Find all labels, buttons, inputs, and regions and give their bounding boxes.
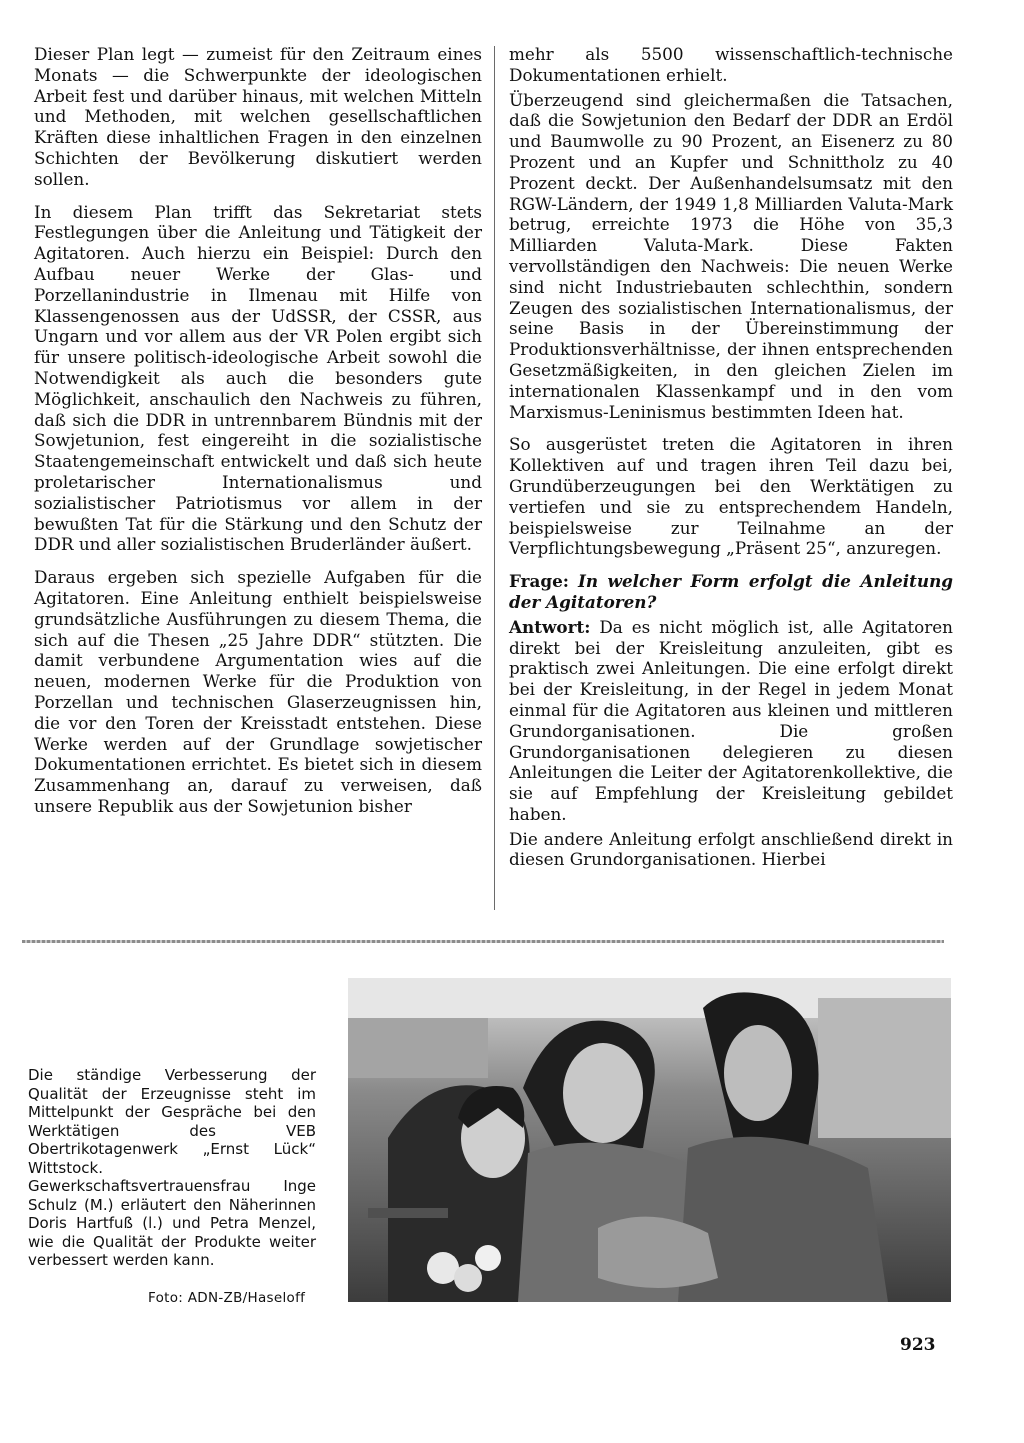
- answer-text: Da es nicht möglich ist, alle Agitatoren direkt bei der Kreisleitung anzuleiten, gibt es praktisch zwei Anleitungen. Die eine erfolgt direkt bei der Kreisleitung, in der Regel in jedem Monat einmal für die Agitatoren aus kleinen und mittleren Grundorganisationen. Die großen Grundorganisationen delegieren zu diesen Anleitungen die Leiter der Agitatorenkollektive, die sie auf Empfehlung der Kreisleitung gebildet haben.: [509, 616, 953, 824]
- news-photo: [348, 978, 951, 1302]
- interview-answer: [509, 617, 953, 825]
- interview-question: [509, 571, 953, 613]
- column-divider: [494, 46, 495, 910]
- paragraph: mehr als 5500 wissenschaftlich-technische Dokumentationen erhielt.: [509, 44, 953, 85]
- paragraph: So ausgerüstet treten die Agitatoren in ihren Kollektiven auf und tragen ihren Teil dazu bei, Grundüberzeugungen bei den Werktätigen zu vertiefen und sie zu entsprechendem Handeln, beispielsweise zur Teilnahme an der Verpflichtungsbewegung „Präsent 25“, anzuregen.: [509, 434, 953, 559]
- photo-credit: Foto: ADN-ZB/Haseloff: [148, 1290, 306, 1306]
- paragraph: Überzeugend sind gleichermaßen die Tatsachen, daß die Sowjetunion den Bedarf der DDR an Erdöl und Baumwolle zu 90 Prozent, an Eisenerz zu 80 Prozent und an Kupfer und Schnittholz zu 40 Prozent deckt. Der Außenhandelsumsatz mit den RGW-Ländern, der 1949 1,8 Milliarden Valuta-Mark betrug, erreichte 1973 die Höhe von 35,3 Milliarden Valuta-Mark. Diese Fakten vervollständigen den Nachweis: Die neuen Werke sind nicht Industriebauten schlechthin, sondern Zeugen des sozialistischen Internationalismus, der seine Basis in der Übereinstimmung der Produktionsverhältnisse, der ihnen entsprechenden Gesetzmäßigkeiten, in den gleichen Zielen im internationalen Klassenkampf und in den vom Marxismus-Leninismus bestimmten Ideen hat.: [509, 89, 953, 422]
- paragraph: In diesem Plan trifft das Sekretariat stets Festlegungen über die Anleitung und Tätigkeit der Agitatoren. Auch hierzu ein Beispiel: Durch den Aufbau neuer Werke der Glas- und Porzellanindustrie in Ilmenau mit Hilfe von Klassengenossen aus der UdSSR, der CSSR, aus Ungarn und vor allem aus der VR Polen ergibt sich für unsere politisch-ideologische Arbeit sowohl die Notwendigkeit als auch die besonders gute Möglichkeit, anschaulich den Nachweis zu führen, daß sich die DDR in untrennbarem Bündnis mit der Sowjetunion, fest eingereiht in die sozialistische Staatengemeinschaft entwickelt und daß sich heute proletarischer Internationalismus und sozialistischer Patriotismus vor allem in der bewußten Tat für die Stärkung und den Schutz der DDR und aller sozialistischen Bruderländer äußert.: [34, 201, 482, 555]
- photo-caption: Die ständige Verbesserung der Qualität der Erzeugnisse steht im Mittelpunkt der Gespräche bei den Werktätigen des VEB Obertrikotagenwerk „Ernst Lück“ Wittstock. Gewerkschaftsvertrauensfrau Inge Schulz (M.) erläutert den Näherinnen Doris Hartfuß (l.) und Petra Menzel, wie die Qualität der Produkte weiter verbessert werden kann.: [28, 1066, 316, 1269]
- photo-illustration: [348, 978, 951, 1302]
- page-number: 923: [900, 1335, 936, 1355]
- left-text-column: [34, 44, 482, 829]
- right-text-column: [509, 44, 953, 882]
- paragraph: Die andere Anleitung erfolgt anschließend direkt in diesen Grundorganisationen. Hierbei: [509, 828, 953, 870]
- answer-label: Antwort:: [509, 616, 591, 637]
- question-text: In welcher Form erfolgt die Anleitung der Agitatoren?: [509, 571, 954, 612]
- paragraph: Daraus ergeben sich spezielle Aufgaben für die Agitatoren. Eine Anleitung enthielt beispielsweise grundsätzliche Ausführungen zu diesem Thema, die sich auf die Thesen „25 Jahre DDR“ stützten. Die damit verbundene Argumentation wies auf die neuen, modernen Werke für die Produktion von Porzellan und technischen Glaserzeugnissen hin, die vor den Toren der Kreisstadt entstehen. Diese Werke werden auf der Grundlage sowjetischer Dokumentationen errichtet. Es bietet sich in diesem Zusammenhang an, darauf zu verweisen, daß unsere Republik aus der Sowjetunion bisher: [34, 567, 482, 816]
- section-divider: [22, 940, 944, 943]
- paragraph: Dieser Plan legt — zumeist für den Zeitraum eines Monats — die Schwerpunkte der ideologischen Arbeit fest und darüber hinaus, mit welchen Mitteln und Methoden, mit welchen gesellschaftlichen Kräften diese inhaltlichen Fragen in den einzelnen Schichten der Bevölkerung diskutiert werden sollen.: [34, 44, 482, 189]
- question-label: Frage:: [509, 571, 569, 592]
